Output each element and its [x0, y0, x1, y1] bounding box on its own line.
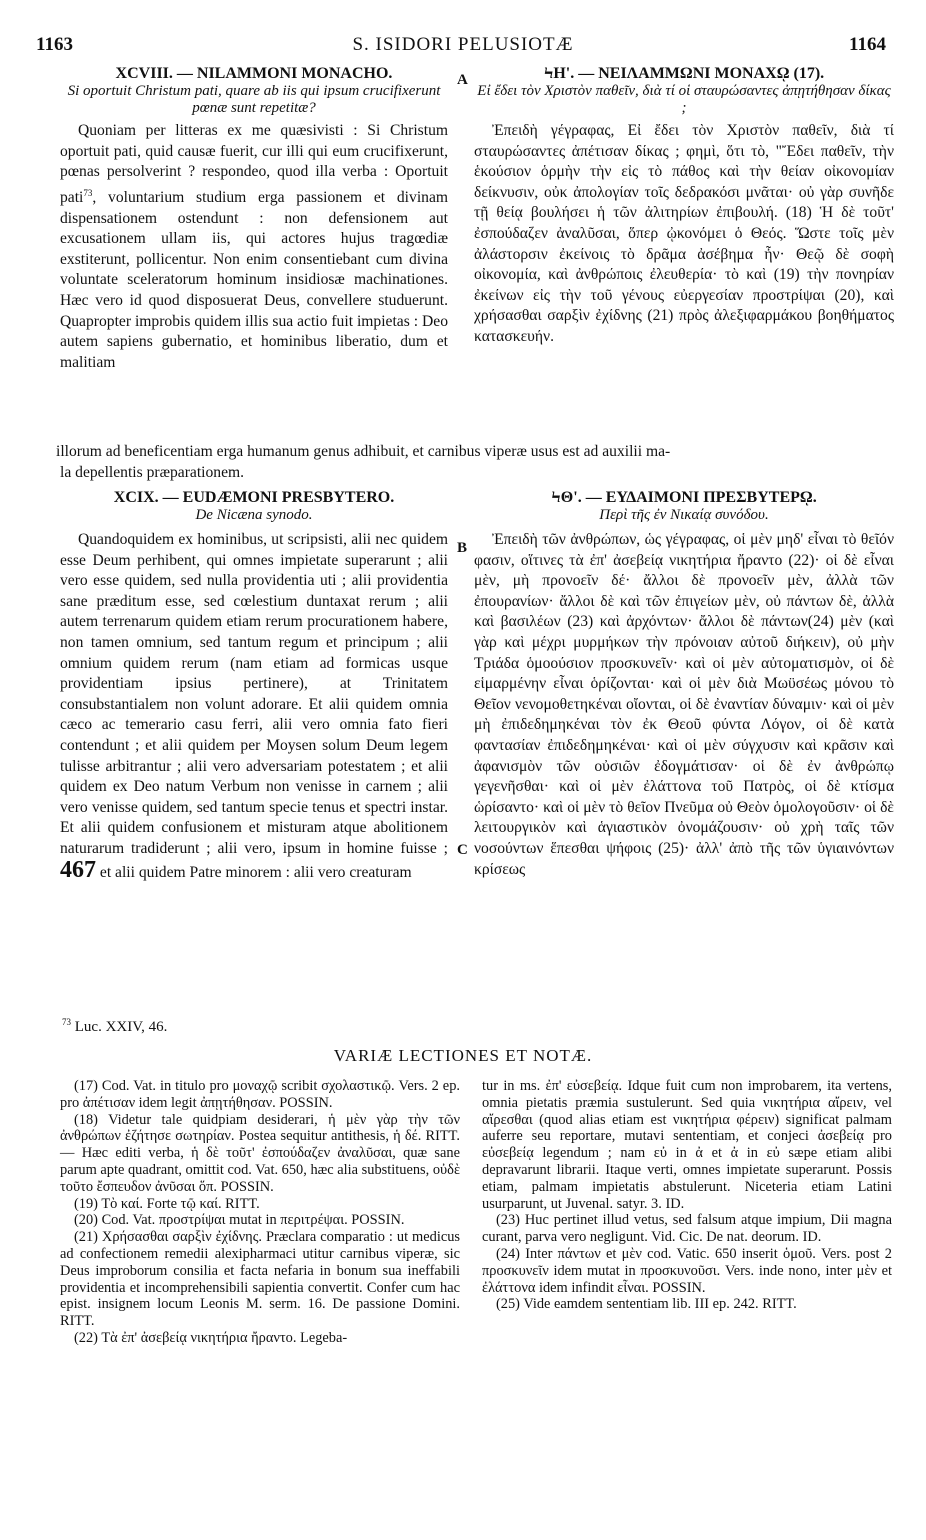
column-number: 467: [60, 856, 96, 883]
note-18: (18) Videtur tale quidpiam desiderari, ἡ μὲν γὰρ τὴν τῶν ἀνθρώπων ἐζήτησε σωτηρίαν. Postea sequitur antithesis, ἡ δέ. RITT. — Hæc editi verba, ἡ δὲ τοῦτ' ἐσπούδαζεν ἀναλῦσαι, quæ sane parum apte quadrant, omittit cod. Vat. 650, hæc alia substituens, οὐδὲ τοῦτο ἔσπευδον ἀνῦσαι ὅπ. POSSIN.: [60, 1111, 460, 1195]
latin-text-99: Quandoquidem ex hominibus, ut scripsisti, alii nec quidem esse Deum perhibent, qui omnes impietate superarunt ; alii vero esse quidem, sed nulla providentia uti ; alii providentia sane præditum esse, sed cœlestium duntaxat rerum ; alii autem terrenarum quidem etiam rerum procurationem habere, non tamen omnium, sed tantum regum et principum ; alii omnium quidem rerum (nam etiam ad formicas usque providentiam ipsius pertinere), at Trinitatem consubstantialem non volunt adorare. Et alii quidem omnia cæco ac temerario casu ferri, alii vero omnia fato fieri contendunt ; et alii quidem per Moysen solum Deum legem tulisse arbitrantur ; alii vero adversariam potestatem ; et alii quidem ex Deo natum Verbum non venisse in carnem ; alii vero venisse quidem, sed tantum specie tenus et spectri instar. Et alii quidem confusionem et misturam atque abolitionem naturarum tradiderunt ; alii vero, ipsum in homine fuisse ; 467 et alii quidem Patre minorem : alii vero creaturam: [60, 531, 448, 883]
note-19: (19) Τὸ καί. Forte τῷ καί. RITT.: [74, 1195, 260, 1212]
greek-text-99: Ἐπειδὴ τῶν ἀνθρώπων, ὡς γέγραφας, οἱ μὲν μηδ' εἶναι τὸ θεῖόν φασιν, οἵτινες τὰ ἐπ' ἀσεβείᾳ νικητήρια ἤραντο (22)· οἱ δὲ εἶναι μὲν, μὴ προνοεῖν δέ· ἄλλοι δὲ προνοεῖν μὲν, ἀλλὰ τῶν ἐπουρανίων· ἄλλοι δὲ καὶ τῶν ἐπιγείων μὲν, οὐ πάντων δὲ, ἀλλὰ καὶ βασιλέων (23) καὶ ἀρχόντων· ἄλλοι δὲ πάντων(24) μὲν (καὶ γὰρ καὶ μέχρι μυρμήκων τὴν πρόνοιαν αὐτοῦ διήκειν), οὐ μὴν Τριάδα ὁμοούσιον προσκυνεῖν· καὶ οἱ μὲν αὐτοματισμὸν, οἱ δὲ εἱμαρμένην εἶναι ὁρίζονται· καὶ οἱ μὲν διὰ Μωϋσέως μόνου τὸ Θεῖον νενομοθετηκέναι οἴονται, οἱ δὲ ἐναντίαν δύναμιν· καὶ οἱ μὲν μὴ ἐπιδεδημηκέναι τὸν ἐκ Θεοῦ φύντα Λόγον, οἱ δὲ κατὰ φαντασίαν ἐπιδεδημηκέναι· καὶ οἱ μὲν σύγχυσιν καὶ κρᾶσιν καὶ ἀφανισμὸν τῶν οὐσιῶν ἐδογμάτισαν· οἱ δὲ ἐν ἀνθρώπῳ γεγενῆσθαι· καὶ οἱ μὲν ἐλάττονα τοῦ Πατρὸς, οἱ δὲ κτίσμα ὡρίσαντο· καὶ οἱ μὲν τὸ θεῖον Πνεῦμα οὐ Θεὸν ὁμολογοῦσιν· οἱ δὲ λειτουργικὸν καὶ ἁγιαστικὸν ὀνομάζουσιν· οὐ χρὴ ταῖς τῶν νοσούντων ἕπεσθαι ψήφοις (25)· ἀλλ' ἀπὸ τῆς τῶν ὑγιαινόντων κρίσεως: [474, 531, 894, 878]
greek-heading-98: ϞΗ'. — ΝΕΙΛΑΜΜΩΝΙ ΜΟΝΑΧῼ (17).: [543, 65, 825, 82]
footnote: $^{73}$ Luc. XXIV, 46.: [62, 1017, 168, 1035]
latin-heading-98: XCVIII. — NILAMMONI MONACHO.: [115, 65, 393, 82]
greek-subtitle-98: Εἰ ἔδει τὸν Χριστὸν παθεῖν, διὰ τί οἱ σταυρώσαντες ἀπῃτήθησαν δίκας ;: [477, 83, 891, 116]
notes-right-column: [482, 1078, 892, 1313]
note-23: (23) Huc pertinet illud vetus, sed falsum atque impium, Dii magna curant, parva vero negligunt. Vid. Cic. De nat. deorum. ID.: [482, 1212, 892, 1246]
latin-bridge-end: la depellentis præparationem.: [60, 464, 245, 481]
latin-column-letter98: [60, 64, 448, 373]
footnote-ref: 73: [83, 187, 93, 198]
note-24: (24) Inter πάντων et μὲν cod. Vatic. 650 inserit ὁμοῦ. Vers. post 2 προσκυνεῖν idem mutat in προσκυνοῦσι. Vers. inde nono, inter μὲν et ἐλάττονα idem infindit εἶναι. POSSIN.: [482, 1245, 892, 1296]
note-25: (25) Vide eamdem sententiam lib. III ep. 242. RITT.: [496, 1296, 797, 1313]
note-20: (20) Cod. Vat. προστρίψαι mutat in περιτρέψαι. POSSIN.: [74, 1212, 405, 1229]
notes-left-column: [60, 1078, 460, 1347]
margin-letter-a: A: [457, 72, 468, 88]
latin-bridge-line: illorum ad beneficentiam erga humanum genus adhibuit, et carnibus viperæ usus est ad auxilii ma-: [56, 443, 671, 460]
latin-column-letter99: [60, 488, 448, 883]
left-page-number: 1163: [36, 34, 73, 55]
margin-letter-c: C: [457, 842, 468, 858]
margin-letter-b: B: [457, 540, 468, 556]
latin-subtitle-98: Si oportuit Christum pati, quare ab iis qui ipsum crucifixerunt pœnæ sunt repetitæ?: [67, 83, 441, 116]
greek-column-letter99: [474, 488, 894, 880]
latin-text-98: Quoniam per litteras ex me quæsivisti : Si Christum oportuit pati, quid causæ fuerit, cur illi qui eum crucifixerunt, pœnas persolverint ? respondeo, quod illa verba : Oportuit pati$^{73}$, voluntarium studium erga passionem et divinam dispensationem ostendunt : non defensionem aut excusationem ullam iis, qui actores hujus tragœdiæ exstiterunt, pollicentur. Non enim consentiebant cum divina voluntate sceleratorum hominum insidiosæ machinationes. Hæc vero id quod disposuerat Deus, convellere studuerunt. Quapropter improbis quidem illis sua actio fuit impietas : Deo autem sapiens gubernatio, et hominibus liberatio, dum et malitiam: [60, 122, 448, 371]
right-page-number: 1164: [849, 34, 886, 55]
note-21: (21) Χρήσασθαι σαρξὶν ἐχίδνης. Præclara comparatio : ut medicus ad confectionem remedii alexipharmaci utitur carnibus viperæ, sic Deus improborum consilia et facta nefaria in bonum sua ineffabili providentia et incomprehensibili sapientia convertit. Confer cum hac epist. insignem locum Leonis M. serm. 16. De passione Domini. RITT.: [60, 1229, 460, 1330]
notes-title: VARIÆ LECTIONES ET NOTÆ.: [333, 1046, 593, 1065]
latin-subtitle-99: De Nicæna synodo.: [195, 507, 313, 523]
greek-text-98: Ἐπειδὴ γέγραφας, Εἰ ἔδει τὸν Χριστὸν παθεῖν, διὰ τί σταυρώσαντες ἀπέτισαν δίκας ; φημὶ, ὅτι τὸ, "Ἔδει παθεῖν, τὴν ἑκούσιον ὁρμὴν τὴν εἰς τὸ πάθος καὶ τὴν θείαν οἰκονομίαν δείκνυσιν, οὐκ ἀπολογίαν τοῖς δεδρακόσι μνᾶται· οὐ γὰρ συνῆδε τῇ θείᾳ βουλήσει ἡ τῶν ἀλιτηρίων ἐπιβουλή. (18) Ἡ δὲ τοῦτ' ἐσπούδαζεν ἀναλῦσαι, ὅπερ ᾠκονόμει ὁ Θεός. Ὥστε τοῖς μὲν ἀλάστορσιν ἐκείνοις τὸ δρᾶμα ἀσέβημα ἦν· Θεῷ δὲ σοφὴ οἰκονομία, καὶ ἀνθρώποις ἐλευθερία· τὸ καὶ (19) τὴν πονηρίαν ἐκείνων εἰς τὴν τοῦ γένους εὐεργεσίαν προστρίψαι (20), καὶ χρήσασθαι σαρξὶν ἐχίδνης (21) πρὸς ἀλεξιφαρμάκου βοηθήματος κατασκευήν.: [474, 122, 894, 345]
running-title: S. ISIDORI PELUSIOTÆ: [352, 34, 574, 55]
note-22: (22) Τὰ ἐπ' ἀσεβείᾳ νικητήρια ἤραντο. Legeba-: [74, 1329, 348, 1346]
greek-heading-99: ϞΘ'. — ΕΥΔΑΙΜΟΝΙ ΠΡΕΣΒΥΤΕΡῼ.: [551, 489, 817, 506]
note-17: (17) Cod. Vat. in titulo pro μοναχῷ scribit σχολαστικῷ. Vers. 2 ep. pro ἀπέτισαν idem legit ἀπῃτήθησαν. POSSIN.: [60, 1078, 460, 1111]
note-22-cont: tur in ms. ἐπ' εὐσεβείᾳ. Idque fuit cum non improbarem, ita vertens, omnia pietatis præmia sustulerunt. Sed quia νικητήρια αἴρειν, vel αἴρεσθαι (quod alias etiam est νικητήρια φέρειν) significat palmam auferre seu reportare, mutavi sententiam, et conjeci ἀσεβείᾳ pro εὐσεβείᾳ legendum ; nam εὐ in ἀ et ἀ in εὐ sæpe etiam alibi depravarunt librarii. Itaque verti, omnes impietate superarunt. Possis etiam, palmam impietatis abstulerunt. Niceteria etiam Latini usurparunt, ut Juvenal. satyr. 3. ID.: [482, 1078, 892, 1212]
greek-subtitle-99: Περὶ τῆς ἐν Νικαίᾳ συνόδου.: [599, 507, 769, 523]
latin-heading-99: XCIX. — EUDÆMONI PRESBYTERO.: [113, 489, 395, 506]
greek-column-letter98: [474, 64, 894, 348]
